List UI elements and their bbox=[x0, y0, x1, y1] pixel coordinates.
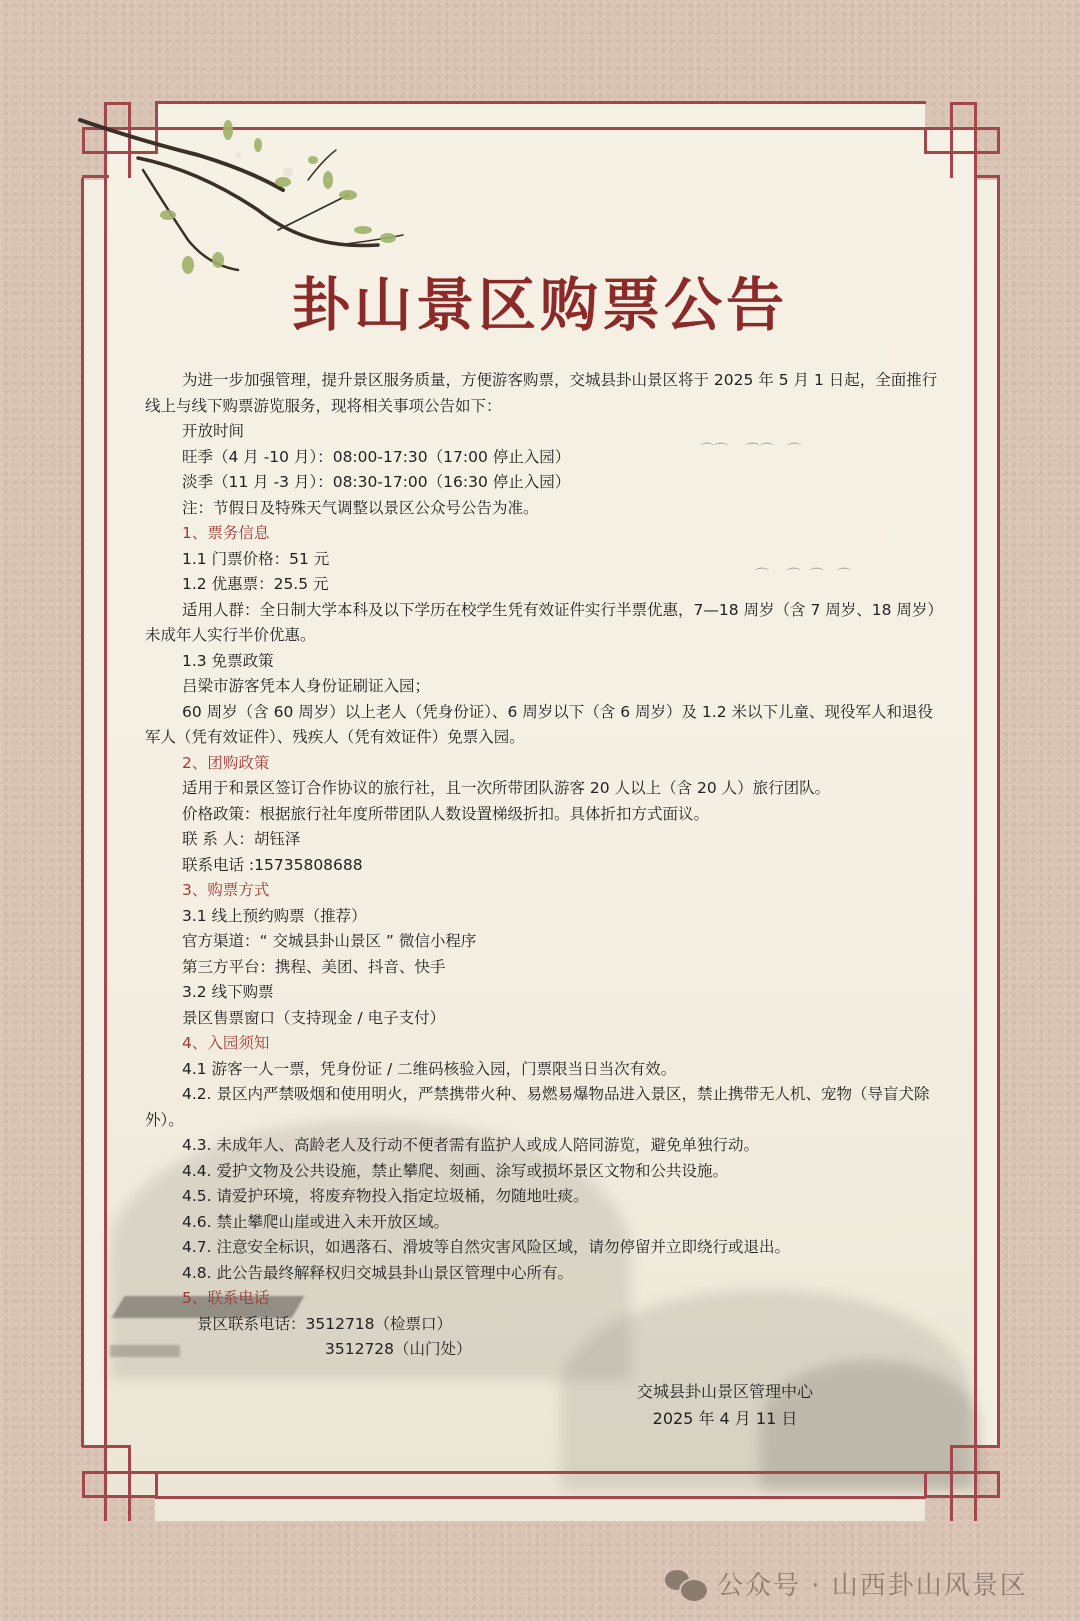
group-contact-person: 联 系 人：胡钰泽 bbox=[182, 830, 301, 848]
notice-body bbox=[145, 368, 945, 1363]
section-heading-purchase: 3、购票方式 bbox=[182, 881, 270, 899]
ticket-price: 1.1 门票价格：51 元 bbox=[182, 549, 330, 568]
section-heading-tickets: 1、票务信息 bbox=[182, 524, 270, 542]
group-contact-phone: 联系电话 :15735808688 bbox=[182, 855, 363, 874]
scenic-phone-2: 3512728（山门处） bbox=[325, 1340, 472, 1358]
signoff-organization: 交城县卦山景区管理中心 bbox=[636, 1382, 813, 1401]
signoff-date: 2025 年 4 月 11 日 bbox=[652, 1409, 798, 1428]
frame-line bbox=[997, 178, 1000, 1447]
rule-item: 4.5. 请爱护环境，将废弃物投入指定垃圾桶，勿随地吐痰。 bbox=[182, 1187, 589, 1205]
frame-corner-lattice bbox=[82, 1445, 157, 1520]
frame-corner-lattice bbox=[924, 1445, 999, 1520]
group-eligibility: 适用于和景区签订合作协议的旅行社，且一次所带团队游客 20 人以上（含 20 人）旅行团队。 bbox=[182, 779, 831, 797]
rule-item: 4.8. 此公告最终解释权归交城县卦山景区管理中心所有。 bbox=[182, 1263, 574, 1282]
discount-ticket: 1.2 优惠票：25.5 元 bbox=[182, 575, 329, 593]
rule-item: 4.2. 景区内严禁吸烟和使用明火，严禁携带火种、易燃易爆物品进入景区，禁止携带无人机、宠物（导盲犬除外）。 bbox=[145, 1085, 930, 1129]
paper-edge bbox=[975, 180, 998, 1445]
rule-item: 4.3. 未成年人、高龄老人及行动不便者需有监护人或成人陪同游览，避免单独行动。 bbox=[182, 1136, 760, 1154]
scenic-phone-1: 景区联系电话：3512718（检票口） bbox=[197, 1314, 453, 1333]
online-purchase: 3.1 线上预约购票（推荐） bbox=[182, 906, 367, 925]
signoff bbox=[600, 1378, 850, 1432]
opening-hours-heading: 开放时间 bbox=[182, 422, 245, 440]
off-peak-season-hours: 淡季（11 月 -3 月）：08:30-17:00（16:30 停止入园） bbox=[182, 473, 571, 491]
free-ticket-lvliang: 吕梁市游客凭本人身份证刷证入园； bbox=[182, 677, 431, 695]
watermark-text: 公众号 · 山西卦山风景区 bbox=[717, 1571, 1028, 1601]
official-channel: 官方渠道：“ 交城县卦山景区 ” 微信小程序 bbox=[182, 932, 477, 950]
wechat-watermark bbox=[665, 1565, 1028, 1602]
paper-edge bbox=[82, 180, 105, 1445]
wechat-icon bbox=[665, 1568, 707, 1600]
birds-decoration: ⌒⌒ ⌒⌒ ⌒ bbox=[700, 443, 802, 459]
free-ticket-groups: 60 周岁（含 60 周岁）以上老人（凭身份证）、6 周岁以下（含 6 周岁）及 1.2 米以下儿童、现役军人和退役军人（凭有效证件）、残疾人（凭有效证件）免票入园。 bbox=[145, 702, 933, 746]
section-heading-contact: 5、联系电话 bbox=[182, 1289, 270, 1307]
plum-branch-icon bbox=[78, 100, 408, 280]
page-title: 卦山景区购票公告 bbox=[291, 271, 788, 339]
peak-season-hours: 旺季（4 月 -10 月）：08:00-17:30（17:00 停止入园） bbox=[182, 447, 571, 466]
frame-line bbox=[82, 1471, 1000, 1474]
paper-edge bbox=[155, 1497, 925, 1521]
rule-item: 4.1 游客一人一票，凭身份证 / 二维码核验入园，门票限当日当次有效。 bbox=[182, 1059, 677, 1078]
frame-corner-lattice bbox=[924, 102, 999, 177]
free-ticket-heading: 1.3 免票政策 bbox=[182, 651, 274, 670]
discount-eligibility: 适用人群：全日制大学本科及以下学历在校学生凭有效证件实行半票优惠，7—18 周岁（含 7 周岁、18 周岁）未成年人实行半价优惠。 bbox=[145, 600, 943, 644]
group-pricing: 价格政策：根据旅行社年度所带团队人数设置梯级折扣。具体折扣方式面议。 bbox=[182, 804, 710, 823]
intro-paragraph: 为进一步加强管理，提升景区服务质量，方便游客购票，交城县卦山景区将于 2025 年 5 月 1 日起，全面推行线上与线下购票游览服务，现将相关事项公告如下： bbox=[145, 371, 938, 415]
rule-item: 4.4. 爱护文物及公共设施，禁止攀爬、刻画、涂写或损坏景区文物和公共设施。 bbox=[182, 1161, 729, 1180]
frame-line bbox=[81, 178, 84, 1447]
third-party-platforms: 第三方平台：携程、美团、抖音、快手 bbox=[182, 957, 446, 976]
rule-item: 4.6. 禁止攀爬山崖或进入未开放区域。 bbox=[182, 1212, 450, 1231]
frame-line bbox=[155, 1496, 926, 1499]
rule-item: 4.7. 注意安全标识，如遇落石、滑坡等自然灾害风险区域，请勿停留并立即绕行或退出。 bbox=[182, 1238, 791, 1256]
ticket-window: 景区售票窗口（支持现金 / 电子支付） bbox=[182, 1008, 446, 1027]
offline-purchase: 3.2 线下购票 bbox=[182, 983, 274, 1001]
birds-decoration: ⌒ ⌒ ⌒ ⌒ bbox=[755, 568, 852, 584]
opening-hours-note: 注：节假日及特殊天气调整以景区公众号公告为准。 bbox=[182, 498, 539, 517]
section-heading-group: 2、团购政策 bbox=[182, 753, 270, 772]
section-heading-entry-rules: 4、入园须知 bbox=[182, 1034, 270, 1052]
